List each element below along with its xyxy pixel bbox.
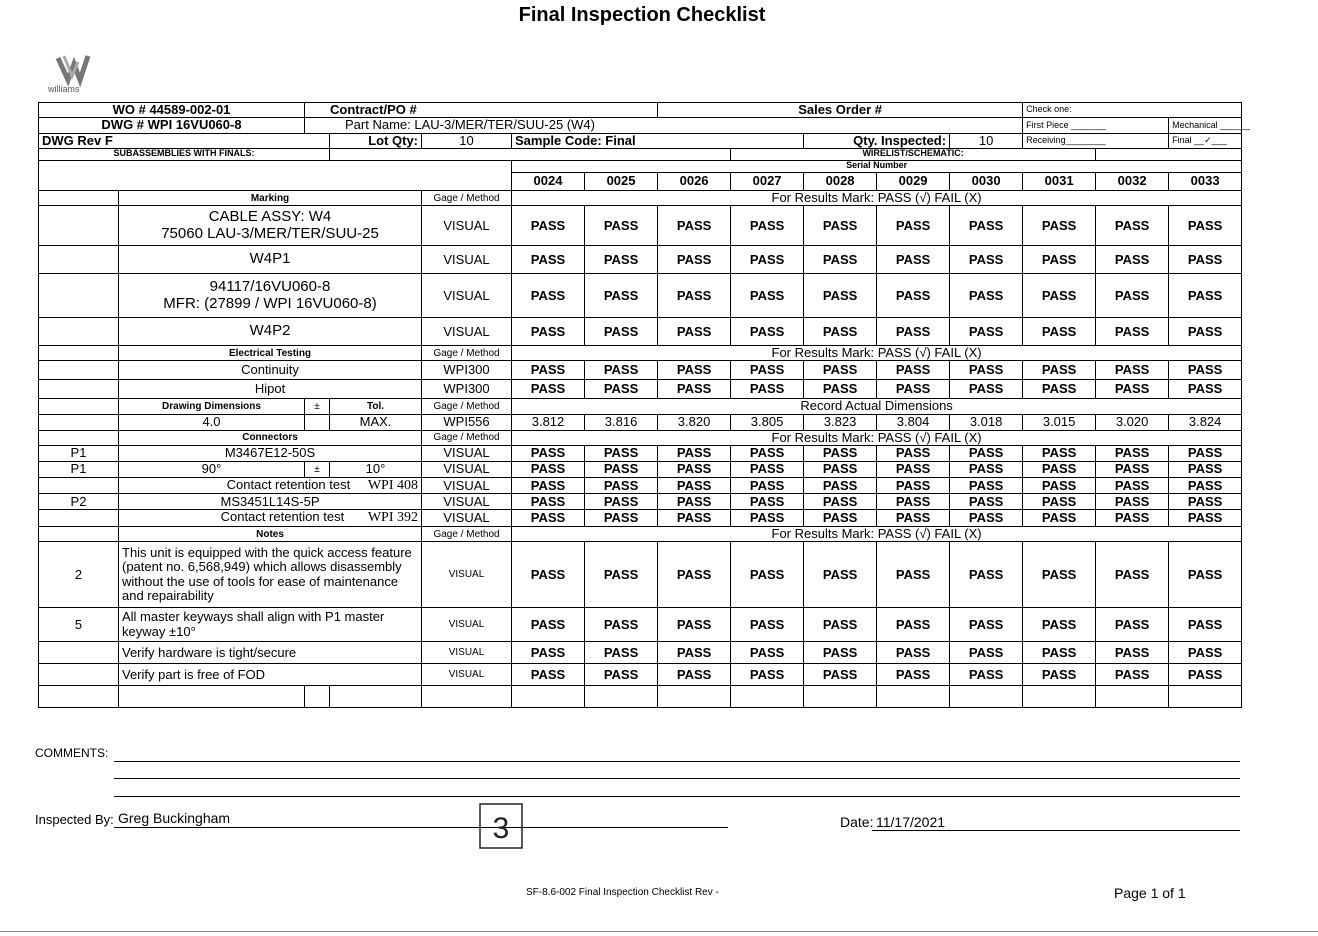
result-cell[interactable]: PASS bbox=[512, 542, 585, 608]
result-cell[interactable]: PASS bbox=[512, 642, 585, 664]
result-cell[interactable]: PASS bbox=[1023, 380, 1096, 399]
method: WPI300 bbox=[422, 361, 512, 380]
result-cell[interactable]: PASS bbox=[585, 494, 658, 510]
result-cell[interactable]: PASS bbox=[585, 462, 658, 478]
result-cell[interactable]: PASS bbox=[658, 542, 731, 608]
plus-minus: ± bbox=[305, 462, 330, 478]
result-cell[interactable]: PASS bbox=[950, 446, 1023, 462]
marking-row bbox=[39, 206, 1242, 246]
result-cell[interactable]: PASS bbox=[1096, 206, 1169, 246]
connector-tol: 10° bbox=[330, 462, 422, 478]
method: VISUAL bbox=[422, 318, 512, 346]
wirelist-label: WIRELIST/SCHEMATIC: bbox=[731, 148, 1096, 160]
result-cell[interactable]: PASS bbox=[585, 318, 658, 346]
comment-line[interactable] bbox=[114, 796, 1240, 797]
note-text: Verify part is free of FOD bbox=[119, 664, 422, 686]
method: VISUAL bbox=[422, 274, 512, 318]
result-cell[interactable]: PASS bbox=[950, 274, 1023, 318]
note-text: Verify hardware is tight/secure bbox=[119, 642, 422, 664]
result-cell[interactable]: PASS bbox=[877, 380, 950, 399]
result-cell[interactable]: PASS bbox=[804, 380, 877, 399]
result-cell[interactable]: PASS bbox=[585, 664, 658, 686]
test-label: Hipot bbox=[119, 380, 422, 399]
measurement-cell[interactable]: 3.020 bbox=[1096, 414, 1169, 430]
result-cell[interactable]: PASS bbox=[512, 361, 585, 380]
gage-method-header: Gage / Method bbox=[422, 526, 512, 541]
connector-ref bbox=[39, 478, 119, 494]
logo-text: williams bbox=[48, 84, 80, 94]
note-text: All master keyways shall align with P1 master keyway ±10° bbox=[119, 608, 422, 642]
lot-qty-value: 10 bbox=[422, 133, 512, 148]
result-cell[interactable]: PASS bbox=[1096, 478, 1169, 494]
connector-ref: P2 bbox=[39, 494, 119, 510]
method: VISUAL bbox=[422, 608, 512, 642]
wo-number: WO # 44589-002-01 bbox=[39, 103, 305, 118]
date-value[interactable]: 11/17/2021 bbox=[876, 814, 946, 830]
result-cell[interactable]: PASS bbox=[950, 462, 1023, 478]
serial-2: 0026 bbox=[658, 172, 731, 190]
comment-line[interactable] bbox=[114, 778, 1240, 779]
bottom-border bbox=[0, 931, 1318, 932]
result-cell[interactable]: PASS bbox=[512, 478, 585, 494]
result-cell[interactable]: PASS bbox=[804, 510, 877, 526]
result-cell[interactable]: PASS bbox=[585, 246, 658, 274]
date-label: Date: bbox=[840, 814, 874, 830]
checklist-table bbox=[38, 102, 1251, 708]
result-cell[interactable]: PASS bbox=[658, 361, 731, 380]
connector-row bbox=[39, 494, 1242, 510]
results-mark: For Results Mark: PASS (√) FAIL (X) bbox=[512, 346, 1242, 361]
result-cell[interactable]: PASS bbox=[585, 478, 658, 494]
result-cell[interactable]: PASS bbox=[658, 206, 731, 246]
result-cell[interactable]: PASS bbox=[1023, 542, 1096, 608]
result-cell[interactable]: PASS bbox=[512, 246, 585, 274]
serial-9: 0033 bbox=[1169, 172, 1242, 190]
marking-label: W4P2 bbox=[119, 318, 422, 346]
dwg-rev: DWG Rev F bbox=[39, 133, 330, 148]
result-cell[interactable]: PASS bbox=[804, 642, 877, 664]
dimension-row bbox=[39, 414, 1242, 430]
result-cell[interactable]: PASS bbox=[731, 478, 804, 494]
result-cell[interactable]: PASS bbox=[1169, 446, 1242, 462]
note-ref: 5 bbox=[39, 608, 119, 642]
form-number: SF-8.6-002 Final Inspection Checklist Rev - bbox=[526, 887, 719, 898]
result-cell[interactable]: PASS bbox=[1096, 664, 1169, 686]
result-cell[interactable]: PASS bbox=[877, 510, 950, 526]
page-number: Page 1 of 1 bbox=[1114, 885, 1186, 901]
inspection-stamp bbox=[478, 800, 524, 850]
result-cell[interactable]: PASS bbox=[877, 446, 950, 462]
result-cell[interactable]: PASS bbox=[877, 494, 950, 510]
measurement-cell[interactable]: 3.812 bbox=[512, 414, 585, 430]
result-cell[interactable]: PASS bbox=[1096, 361, 1169, 380]
result-cell[interactable]: PASS bbox=[1023, 462, 1096, 478]
result-cell[interactable]: PASS bbox=[877, 478, 950, 494]
result-cell[interactable]: PASS bbox=[585, 361, 658, 380]
method: VISUAL bbox=[422, 446, 512, 462]
result-cell[interactable]: PASS bbox=[512, 510, 585, 526]
result-cell[interactable]: PASS bbox=[1023, 478, 1096, 494]
connector-row bbox=[39, 446, 1242, 462]
result-cell[interactable]: PASS bbox=[1023, 494, 1096, 510]
result-cell[interactable]: PASS bbox=[1096, 246, 1169, 274]
note-text: This unit is equipped with the quick access feature (patent no. 6,568,949) which allows disassembly without the use of tools for ease of maintenance and repairability bbox=[119, 542, 422, 608]
result-cell[interactable]: PASS bbox=[658, 246, 731, 274]
result-cell[interactable]: PASS bbox=[585, 446, 658, 462]
marking-row bbox=[39, 274, 1242, 318]
result-cell[interactable]: PASS bbox=[731, 510, 804, 526]
connector-ref: P1 bbox=[39, 446, 119, 462]
result-cell[interactable]: PASS bbox=[731, 380, 804, 399]
method: VISUAL bbox=[422, 510, 512, 526]
method: VISUAL bbox=[422, 462, 512, 478]
marking-row bbox=[39, 246, 1242, 274]
method: VISUAL bbox=[422, 642, 512, 664]
result-cell[interactable]: PASS bbox=[1169, 246, 1242, 274]
result-cell[interactable]: PASS bbox=[804, 462, 877, 478]
result-cell[interactable]: PASS bbox=[950, 510, 1023, 526]
result-cell[interactable]: PASS bbox=[804, 664, 877, 686]
result-cell[interactable]: PASS bbox=[804, 318, 877, 346]
result-cell[interactable]: PASS bbox=[731, 246, 804, 274]
result-cell[interactable]: PASS bbox=[512, 462, 585, 478]
result-cell[interactable]: PASS bbox=[658, 510, 731, 526]
test-label: Continuity bbox=[119, 361, 422, 380]
gage-method-header: Gage / Method bbox=[422, 346, 512, 361]
result-cell[interactable]: PASS bbox=[1023, 510, 1096, 526]
result-cell[interactable]: PASS bbox=[658, 642, 731, 664]
measurement-cell[interactable]: 3.816 bbox=[585, 414, 658, 430]
inspected-by-value[interactable]: Greg Buckingham bbox=[118, 810, 231, 826]
serial-3: 0027 bbox=[731, 172, 804, 190]
result-cell[interactable]: PASS bbox=[950, 608, 1023, 642]
wpi-ref: WPI 392 bbox=[367, 510, 419, 526]
result-cell[interactable]: PASS bbox=[1096, 274, 1169, 318]
dimensions-header: Drawing Dimensions bbox=[119, 399, 305, 414]
result-cell[interactable]: PASS bbox=[1096, 494, 1169, 510]
result-cell[interactable]: PASS bbox=[1096, 318, 1169, 346]
result-cell[interactable]: PASS bbox=[1169, 642, 1242, 664]
contract-po: Contract/PO # bbox=[305, 103, 658, 118]
connector-label: M3467E12-50S bbox=[119, 446, 422, 462]
result-cell[interactable]: PASS bbox=[950, 478, 1023, 494]
dimension-tol: MAX. bbox=[330, 414, 422, 430]
result-cell[interactable]: PASS bbox=[658, 478, 731, 494]
result-cell[interactable]: PASS bbox=[512, 664, 585, 686]
result-cell[interactable]: PASS bbox=[731, 664, 804, 686]
result-cell[interactable]: PASS bbox=[1169, 478, 1242, 494]
result-cell[interactable]: PASS bbox=[512, 380, 585, 399]
notes-header: Notes bbox=[119, 526, 422, 541]
inspected-by-label: Inspected By: bbox=[35, 812, 114, 827]
serial-6: 0030 bbox=[950, 172, 1023, 190]
result-cell[interactable]: PASS bbox=[877, 542, 950, 608]
method: VISUAL bbox=[422, 664, 512, 686]
measurement-cell[interactable]: 3.805 bbox=[731, 414, 804, 430]
result-cell[interactable]: PASS bbox=[1169, 318, 1242, 346]
result-cell[interactable]: PASS bbox=[950, 246, 1023, 274]
result-cell[interactable]: PASS bbox=[731, 361, 804, 380]
result-cell[interactable]: PASS bbox=[1023, 642, 1096, 664]
result-cell[interactable]: PASS bbox=[1023, 274, 1096, 318]
result-cell[interactable]: PASS bbox=[731, 542, 804, 608]
result-cell[interactable]: PASS bbox=[1169, 206, 1242, 246]
result-cell[interactable]: PASS bbox=[585, 510, 658, 526]
result-cell[interactable]: PASS bbox=[585, 206, 658, 246]
results-mark: For Results Mark: PASS (√) FAIL (X) bbox=[512, 190, 1242, 205]
wpi-ref: WPI 408 bbox=[367, 478, 419, 494]
marking-label: W4P1 bbox=[119, 246, 422, 274]
result-cell[interactable]: PASS bbox=[804, 446, 877, 462]
result-cell[interactable]: PASS bbox=[1096, 510, 1169, 526]
result-cell[interactable]: PASS bbox=[1023, 361, 1096, 380]
connector-row bbox=[39, 462, 1242, 478]
result-cell[interactable]: PASS bbox=[877, 318, 950, 346]
result-cell[interactable]: PASS bbox=[731, 462, 804, 478]
result-cell[interactable]: PASS bbox=[585, 608, 658, 642]
result-cell[interactable]: PASS bbox=[950, 361, 1023, 380]
result-cell[interactable]: PASS bbox=[512, 274, 585, 318]
result-cell[interactable]: PASS bbox=[1169, 664, 1242, 686]
result-cell[interactable]: PASS bbox=[1096, 446, 1169, 462]
result-cell[interactable]: PASS bbox=[731, 274, 804, 318]
method: VISUAL bbox=[422, 494, 512, 510]
result-cell[interactable]: PASS bbox=[804, 608, 877, 642]
subassemblies-label: SUBASSEMBLIES WITH FINALS: bbox=[39, 148, 330, 160]
result-cell[interactable]: PASS bbox=[804, 206, 877, 246]
result-cell[interactable]: PASS bbox=[512, 206, 585, 246]
result-cell[interactable]: PASS bbox=[1023, 664, 1096, 686]
result-cell[interactable]: PASS bbox=[804, 361, 877, 380]
connector-label: MS3451L14S-5P bbox=[119, 494, 422, 510]
result-cell[interactable]: PASS bbox=[877, 361, 950, 380]
result-cell[interactable]: PASS bbox=[731, 494, 804, 510]
serial-1: 0025 bbox=[585, 172, 658, 190]
dwg-number: DWG # WPI 16VU060-8 bbox=[39, 118, 305, 133]
connector-label: 90° bbox=[119, 462, 305, 478]
result-cell[interactable]: PASS bbox=[950, 206, 1023, 246]
result-cell[interactable]: PASS bbox=[877, 642, 950, 664]
result-cell[interactable]: PASS bbox=[585, 274, 658, 318]
connector-label: Contact retention test WPI 408 bbox=[119, 478, 422, 494]
result-cell[interactable]: PASS bbox=[658, 664, 731, 686]
comment-line[interactable] bbox=[114, 761, 1240, 762]
result-cell[interactable]: PASS bbox=[804, 274, 877, 318]
note-row bbox=[39, 642, 1242, 664]
result-cell[interactable]: PASS bbox=[1169, 380, 1242, 399]
record-actual: Record Actual Dimensions bbox=[512, 399, 1242, 414]
qty-inspected-value: 10 bbox=[950, 133, 1023, 148]
result-cell[interactable]: PASS bbox=[658, 494, 731, 510]
result-cell[interactable]: PASS bbox=[585, 542, 658, 608]
result-cell[interactable]: PASS bbox=[877, 462, 950, 478]
note-ref bbox=[39, 642, 119, 664]
result-cell[interactable]: PASS bbox=[804, 542, 877, 608]
stamp-number: 3 bbox=[492, 812, 510, 845]
results-mark: For Results Mark: PASS (√) FAIL (X) bbox=[512, 526, 1242, 541]
method: VISUAL bbox=[422, 246, 512, 274]
result-cell[interactable]: PASS bbox=[585, 380, 658, 399]
result-cell[interactable]: PASS bbox=[950, 664, 1023, 686]
connectors-header: Connectors bbox=[119, 430, 422, 445]
connector-label: Contact retention test WPI 392 bbox=[119, 510, 422, 526]
result-cell[interactable]: PASS bbox=[877, 246, 950, 274]
final-check[interactable]: Final __✓___ bbox=[1169, 133, 1242, 148]
result-cell[interactable]: PASS bbox=[512, 446, 585, 462]
result-cell[interactable]: PASS bbox=[1023, 206, 1096, 246]
inspected-by-line bbox=[114, 827, 728, 828]
result-cell[interactable]: PASS bbox=[1096, 608, 1169, 642]
first-piece-check[interactable]: First Piece _______ bbox=[1023, 118, 1169, 133]
gage-method-header: Gage / Method bbox=[422, 399, 512, 414]
result-cell[interactable]: PASS bbox=[1023, 608, 1096, 642]
method: WPI556 bbox=[422, 414, 512, 430]
result-cell[interactable]: PASS bbox=[1169, 494, 1242, 510]
marking-label: 94117/16VU060-8 MFR: (27899 / WPI 16VU060-8) bbox=[119, 274, 422, 318]
date-line bbox=[872, 830, 1240, 831]
connector-row bbox=[39, 478, 1242, 494]
result-cell[interactable]: PASS bbox=[658, 318, 731, 346]
result-cell[interactable]: PASS bbox=[658, 462, 731, 478]
connector-ref: P1 bbox=[39, 462, 119, 478]
connector-ref bbox=[39, 510, 119, 526]
sample-code: Sample Code: Final bbox=[512, 133, 804, 148]
result-cell[interactable]: PASS bbox=[731, 446, 804, 462]
part-name: Part Name: LAU-3/MER/TER/SUU-25 (W4) bbox=[305, 118, 1023, 133]
result-cell[interactable]: PASS bbox=[950, 642, 1023, 664]
note-row bbox=[39, 542, 1242, 608]
result-cell[interactable]: PASS bbox=[1023, 318, 1096, 346]
blank-row bbox=[39, 686, 1242, 708]
result-cell[interactable]: PASS bbox=[731, 206, 804, 246]
sales-order: Sales Order # bbox=[658, 103, 1023, 118]
result-cell[interactable]: PASS bbox=[512, 608, 585, 642]
serial-8: 0032 bbox=[1096, 172, 1169, 190]
result-cell[interactable]: PASS bbox=[877, 664, 950, 686]
page-title: Final Inspection Checklist bbox=[518, 4, 766, 26]
measurement-cell[interactable]: 3.824 bbox=[1169, 414, 1242, 430]
result-cell[interactable]: PASS bbox=[731, 608, 804, 642]
result-cell[interactable]: PASS bbox=[877, 608, 950, 642]
connector-row bbox=[39, 510, 1242, 526]
note-ref: 2 bbox=[39, 542, 119, 608]
result-cell[interactable]: PASS bbox=[804, 494, 877, 510]
result-cell[interactable]: PASS bbox=[804, 246, 877, 274]
serial-7: 0031 bbox=[1023, 172, 1096, 190]
gage-method-header: Gage / Method bbox=[422, 190, 512, 205]
result-cell[interactable]: PASS bbox=[950, 494, 1023, 510]
gage-method-header: Gage / Method bbox=[422, 430, 512, 445]
result-cell[interactable]: PASS bbox=[1096, 542, 1169, 608]
result-cell[interactable]: PASS bbox=[658, 274, 731, 318]
marking-label: CABLE ASSY: W4 75060 LAU-3/MER/TER/SUU-25 bbox=[119, 206, 422, 246]
note-ref bbox=[39, 664, 119, 686]
result-cell[interactable]: PASS bbox=[877, 206, 950, 246]
result-cell[interactable]: PASS bbox=[1169, 542, 1242, 608]
serial-4: 0028 bbox=[804, 172, 877, 190]
result-cell[interactable]: PASS bbox=[950, 318, 1023, 346]
electrical-row bbox=[39, 361, 1242, 380]
mechanical-check[interactable]: Mechanical ______ bbox=[1169, 118, 1242, 133]
comments-label: COMMENTS: bbox=[35, 746, 109, 760]
plus-minus: ± bbox=[305, 399, 330, 414]
result-cell[interactable]: PASS bbox=[1169, 510, 1242, 526]
result-cell[interactable]: PASS bbox=[512, 494, 585, 510]
measurement-cell[interactable]: 3.015 bbox=[1023, 414, 1096, 430]
result-cell[interactable]: PASS bbox=[1023, 246, 1096, 274]
measurement-cell[interactable]: 3.823 bbox=[804, 414, 877, 430]
note-row bbox=[39, 608, 1242, 642]
result-cell[interactable]: PASS bbox=[1169, 462, 1242, 478]
result-cell[interactable]: PASS bbox=[1096, 380, 1169, 399]
receiving-check[interactable]: Receiving________ bbox=[1023, 133, 1169, 148]
electrical-header: Electrical Testing bbox=[119, 346, 422, 361]
result-cell[interactable]: PASS bbox=[804, 478, 877, 494]
qty-inspected-label: Qty. Inspected: bbox=[804, 133, 950, 148]
dimension-value: 4.0 bbox=[119, 414, 305, 430]
method: VISUAL bbox=[422, 206, 512, 246]
serial-5: 0029 bbox=[877, 172, 950, 190]
result-cell[interactable]: PASS bbox=[877, 274, 950, 318]
serial-0: 0024 bbox=[512, 172, 585, 190]
marking-header: Marking bbox=[119, 190, 422, 205]
measurement-cell[interactable]: 3.018 bbox=[950, 414, 1023, 430]
result-cell[interactable]: PASS bbox=[658, 608, 731, 642]
marking-row bbox=[39, 318, 1242, 346]
result-cell[interactable]: PASS bbox=[658, 446, 731, 462]
result-cell[interactable]: PASS bbox=[1023, 446, 1096, 462]
result-cell[interactable]: PASS bbox=[731, 318, 804, 346]
result-cell[interactable]: PASS bbox=[731, 642, 804, 664]
result-cell[interactable]: PASS bbox=[1169, 361, 1242, 380]
result-cell[interactable]: PASS bbox=[585, 642, 658, 664]
serial-number-label: Serial Number bbox=[512, 160, 1242, 172]
lot-qty-label: Lot Qty: bbox=[330, 133, 422, 148]
method: VISUAL bbox=[422, 478, 512, 494]
tol-header: Tol. bbox=[330, 399, 422, 414]
measurement-cell[interactable]: 3.804 bbox=[877, 414, 950, 430]
electrical-row bbox=[39, 380, 1242, 399]
results-mark: For Results Mark: PASS (√) FAIL (X) bbox=[512, 430, 1242, 445]
result-cell[interactable]: PASS bbox=[512, 318, 585, 346]
result-cell[interactable]: PASS bbox=[1096, 462, 1169, 478]
check-one-label: Check one: bbox=[1023, 103, 1242, 118]
method: WPI300 bbox=[422, 380, 512, 399]
measurement-cell[interactable]: 3.820 bbox=[658, 414, 731, 430]
note-row bbox=[39, 664, 1242, 686]
result-cell[interactable]: PASS bbox=[1169, 608, 1242, 642]
method: VISUAL bbox=[422, 542, 512, 608]
result-cell[interactable]: PASS bbox=[1169, 274, 1242, 318]
result-cell[interactable]: PASS bbox=[950, 380, 1023, 399]
result-cell[interactable]: PASS bbox=[950, 542, 1023, 608]
result-cell[interactable]: PASS bbox=[658, 380, 731, 399]
result-cell[interactable]: PASS bbox=[1096, 642, 1169, 664]
